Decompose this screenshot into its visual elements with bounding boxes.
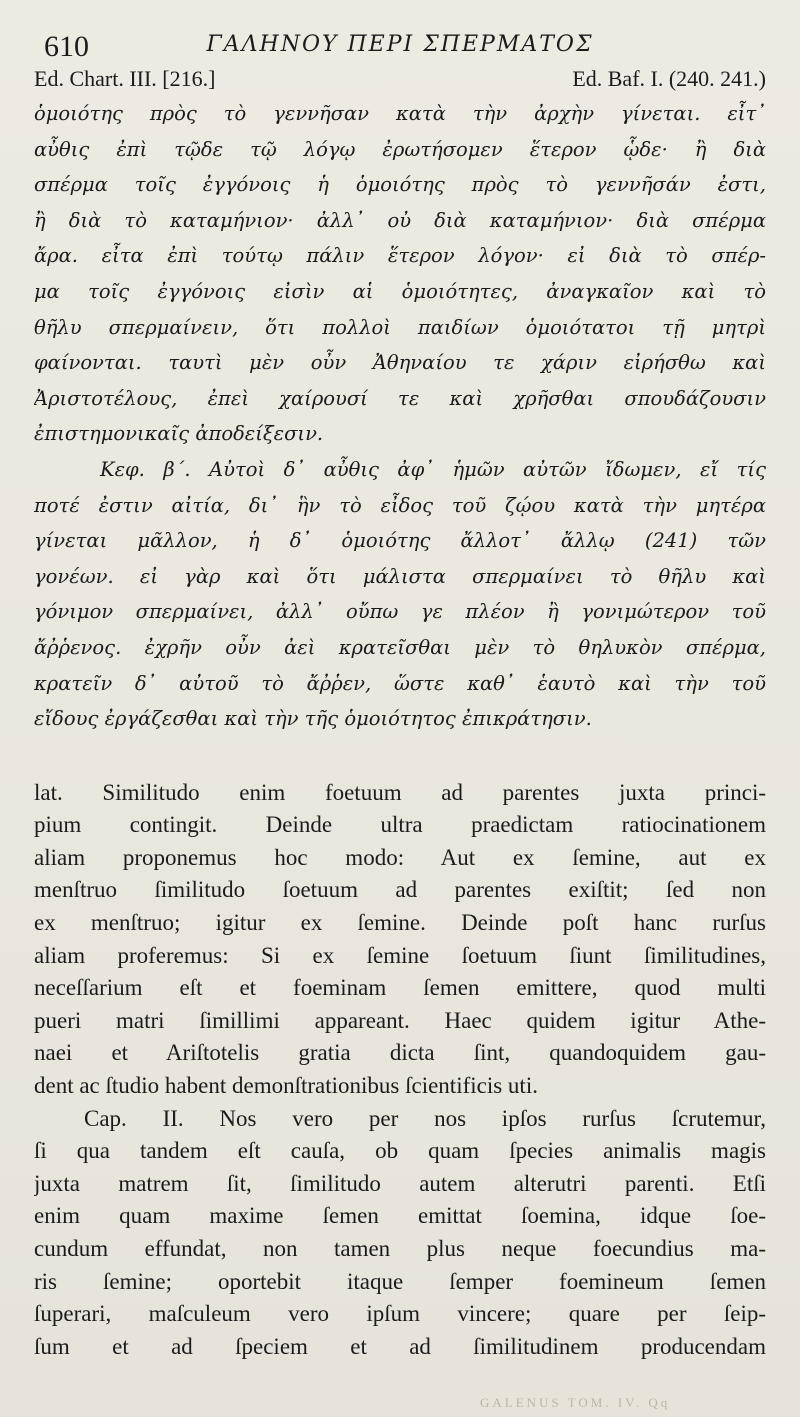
latin-chapter-heading-line: Cap. II. Nos vero per nos ipſos rurſus ſcrutemur, [84, 1105, 766, 1131]
greek-line: θῆλυ σπερμαίνειν, ὅτι πολλοὶ παιδίων ὁμοιότατοι τῇ μητρὶ [34, 315, 766, 339]
latin-text-block [34, 777, 766, 1364]
latin-line: lat. Similitudo enim foetuum ad parentes juxta princi- [34, 779, 766, 805]
latin-line: aliam proferemus: Si ex ſemine ſoetuum ſiunt ſimilitudines, [34, 942, 766, 968]
page-number: 610 [44, 30, 89, 63]
latin-line: pium contingit. Deinde ultra praedictam ratiocinationem [34, 812, 766, 838]
edition-reference-right: Ed. Baf. I. (240. 241.) [572, 66, 766, 91]
greek-line: αὖθις ἐπὶ τῷδε τῷ λόγῳ ἐρωτήσομεν ἕτερον ᾧδε· ἢ διὰ [34, 137, 766, 161]
latin-line: ſi qua tandem eſt cauſa, ob quam ſpecies animalis magis [34, 1138, 766, 1164]
latin-line: naei et Ariſtotelis gratia dicta ſint, quandoquidem gau- [34, 1040, 766, 1066]
greek-line: μα τοῖς ἐγγόνοις εἰσὶν αἱ ὁμοιότητες, ἀναγκαῖον καὶ τὸ [34, 279, 766, 303]
running-title: ΓΑΛΗΝΟΥ ΠΕΡΙ ΣΠΕΡΜΑΤΟΣ [206, 32, 594, 57]
greek-line: γονέων. εἰ γὰρ καὶ ὅτι μάλιστα σπερμαίνει τὸ θῆλυ καὶ [34, 564, 766, 588]
edition-reference-left: Ed. Chart. III. [216.] [34, 66, 216, 91]
latin-line: cundum effundat, non tamen plus neque foecundius ma- [34, 1236, 766, 1261]
latin-line: enim quam maxime ſemen emittat ſoemina, idque ſoe- [34, 1203, 766, 1229]
latin-line: ſum et ad ſpeciem et ad ſimilitudinem producendam [34, 1333, 766, 1359]
latin-line: menſtruo ſimilitudo ſoetuum ad parentes exiſtit; ſed non [34, 877, 766, 903]
greek-chapter-heading-line: Κεφ. β΄. Αὐτοὶ δ᾽ αὖθις ἀφ᾽ ἡμῶν αὐτῶν ἴδωμεν, εἴ τίς [100, 457, 766, 481]
greek-line: εἴδους ἐργάζεσθαι καὶ τὴν τῆς ὁμοιότητος ἐπικράτησιν. [34, 707, 592, 731]
greek-line: ἐπιστημονικαῖς ἀποδείξεσιν. [34, 422, 324, 446]
greek-line: ποτέ ἐστιν αἰτία, δι᾽ ἣν τὸ εἶδος τοῦ ζῴου κατὰ τὴν μητέρα [34, 493, 766, 517]
greek-line: κρατεῖν δ᾽ αὐτοῦ τὸ ἄῤῥεν, ὥστε καθ᾽ ἑαυτὸ καὶ τὴν τοῦ [34, 671, 766, 695]
latin-line: aliam proponemus hoc modo: Aut ex ſemine, aut ex [34, 844, 766, 870]
signature-mark-bleed: GALENUS TOM. IV. Qq [480, 1395, 671, 1410]
latin-line: pueri matri ſimillimi appareant. Haec quidem igitur Athe- [34, 1007, 766, 1033]
latin-line: ris ſemine; oportebit itaque ſemper foemineum ſemen [34, 1268, 766, 1294]
edition-reference-line [34, 62, 766, 94]
latin-line: dent ac ſtudio habent demonſtrationibus ſcientificis uti. [34, 1073, 538, 1099]
latin-line: juxta matrem ſit, ſimilitudo autem alterutri parenti. Etſi [34, 1170, 766, 1196]
greek-line: ἄῤῥενος. ἐχρῆν οὖν ἀεὶ κρατεῖσθαι μὲν τὸ θηλυκὸν σπέρμα, [34, 635, 766, 659]
latin-line: ſuperari, maſculeum vero ipſum vincere; quare per ſeip- [34, 1301, 766, 1327]
greek-line: γόνιμον σπερμαίνει, ἀλλ᾽ οὔπω γε πλέον ἢ γονιμώτερον τοῦ [34, 600, 766, 624]
greek-line: ὁμοιότης πρὸς τὸ γεννῆσαν κατὰ τὴν ἀρχὴν γίνεται. εἶτ᾽ [34, 102, 766, 125]
greek-line: φαίνονται. ταυτὶ μὲν οὖν Ἀθηναίου τε χάριν εἰρήσθω καὶ [34, 351, 766, 375]
page-header [34, 22, 766, 62]
latin-line: neceſſarium eſt et foeminam ſemen emittere, quod multi [34, 975, 766, 1001]
greek-line: γίνεται μᾶλλον, ἡ δ᾽ ὁμοιότης ἄλλοτ᾽ ἄλλῳ (241) τῶν [34, 529, 766, 553]
greek-line: ἢ διὰ τὸ καταμήνιον· ἀλλ᾽ οὐ διὰ καταμήνιον· διὰ σπέρμα [34, 208, 766, 232]
greek-text-block [34, 96, 766, 737]
greek-line: ἄρα. εἶτα ἐπὶ τούτῳ πάλιν ἕτερον λόγον· εἰ διὰ τὸ σπέρ- [34, 244, 766, 268]
greek-line: Ἀριστοτέλους, ἐπεὶ χαίρουσί τε καὶ χρῆσθαι σπουδάζουσιν [34, 386, 766, 410]
latin-line: ex menſtruo; igitur ex ſemine. Deinde poſt hanc rurſus [34, 910, 766, 936]
greek-line: σπέρμα τοῖς ἐγγόνοις ἡ ὁμοιότης πρὸς τὸ γεννῆσάν ἐστι, [34, 173, 766, 197]
